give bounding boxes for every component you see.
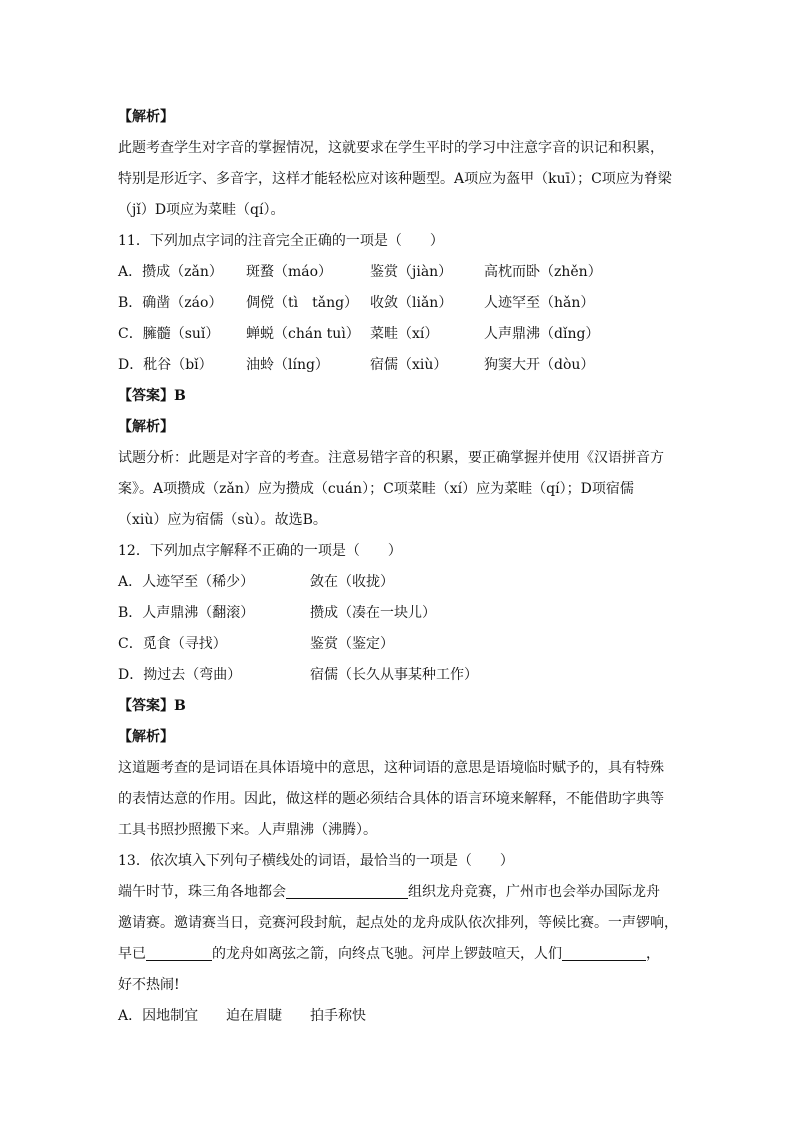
question-11-option-a (118, 257, 678, 288)
question-11-stem: 11．下列加点字词的注音完全正确的一项是（ ） (118, 233, 444, 249)
analysis-text-line: 特别是形近字、多音字，这样才能轻松应对该种题型。A项应为盔甲（kuī）；C项应为脊梁 (118, 171, 672, 187)
option-item: 倜傥（tì tǎng） (246, 295, 359, 311)
option-item: 收敛（liǎn） (370, 295, 453, 311)
question-13-text-line: 邀请赛。邀请赛当日，竞赛河段封航，起点处的龙舟成队依次排列，等候比赛。一声锣响， (118, 915, 678, 931)
option-item: 高枕而卧（zhěn） (484, 264, 602, 280)
question-13-stem: 13．依次填入下列句子横线处的词语，最恰当的一项是（ ） (118, 853, 514, 869)
document-page (118, 102, 678, 1032)
option-item: 鉴赏（鉴定） (310, 636, 394, 652)
question-11-option-b (118, 288, 678, 319)
analysis-text-line: （jǐ）D项应为菜畦（qí）。 (118, 202, 285, 218)
text-segment: 的龙舟如离弦之箭，向终点飞驰。河岸上锣鼓喧天，人们 (212, 946, 562, 962)
analysis-text-line: 的表情达意的作用。因此，做这样的题必须结合具体的语言环境来解释，不能借助字典等 (118, 791, 664, 807)
option-item: C．臃髓（suǐ） (118, 326, 220, 342)
analysis-text-line: 试题分析：此题是对字音的考查。注意易错字音的积累，要正确掌握并使用《汉语拼音方 (118, 450, 664, 466)
option-item: 宿儒（长久从事某种工作） (310, 667, 478, 683)
analysis-heading: 【解析】 (118, 729, 174, 745)
fill-blank-1 (286, 880, 408, 899)
text-segment: ， (646, 946, 660, 962)
option-item: 菜畦（xí） (370, 326, 439, 342)
question-12-stem: 12．下列加点字解释不正确的一项是（ ） (118, 543, 402, 559)
option-item: 鉴赏（jiàn） (370, 264, 453, 280)
answer-label: 【答案】B (118, 388, 186, 404)
option-item: 人声鼎沸（dǐng） (484, 326, 600, 342)
option-item: 宿儒（xiù） (370, 357, 448, 373)
analysis-text-line: 此题考查学生对字音的掌握情况，这就要求在学生平时的学习中注意字音的识记和积累， (118, 140, 664, 156)
question-13-text-line (118, 877, 678, 908)
option-item: C．觅食（寻找） (118, 636, 227, 652)
option-item: D．秕谷（bǐ） (118, 357, 213, 373)
analysis-text-line: 工具书照抄照搬下来。人声鼎沸（沸腾）。 (118, 822, 377, 838)
question-12-option-a (118, 567, 678, 598)
analysis-heading: 【解析】 (118, 419, 174, 435)
question-13-option-a (118, 1001, 678, 1032)
option-item: 迫在眉睫 (226, 1008, 282, 1024)
option-item: A．人迹罕至（稀少） (118, 574, 255, 590)
option-item: D．拗过去（弯曲） (118, 667, 242, 683)
option-item: B．人声鼎沸（翻滚） (118, 605, 255, 621)
text-segment: 组织龙舟竞赛，广州市也会举办国际龙舟 (408, 884, 660, 900)
option-item: 敛在（收拢） (310, 574, 394, 590)
fill-blank-3 (562, 942, 646, 961)
analysis-text-line: 案》。A项攒成（zǎn）应为攒成（cuán）；C项菜畦（xí）应为菜畦（qí）；D项宿儒 (118, 481, 634, 497)
option-item: 蝉蜕（chán tuì） (246, 326, 360, 342)
option-item: 攒成（凑在一块儿） (310, 605, 436, 621)
question-11-option-d (118, 350, 678, 381)
answer-label: 【答案】B (118, 698, 186, 714)
question-13-text-line: 好不热闹! (118, 977, 180, 993)
question-12-option-c (118, 629, 678, 660)
analysis-text-line: 这道题考查的是词语在具体语境中的意思，这种词语的意思是语境临时赋予的，具有特殊 (118, 760, 664, 776)
question-12-option-b (118, 598, 678, 629)
question-11-option-c (118, 319, 678, 350)
option-item: 斑蝥（máo） (246, 264, 333, 280)
text-segment: 端午时节，珠三角各地都会 (118, 884, 286, 900)
fill-blank-2 (146, 942, 212, 961)
option-item: 拍手称快 (310, 1008, 366, 1024)
option-item: A．攒成（zǎn） (118, 264, 223, 280)
option-item: 油蛉（líng） (246, 357, 329, 373)
question-13-text-line (118, 939, 678, 970)
analysis-heading: 【解析】 (118, 109, 174, 125)
text-segment: 早已 (118, 946, 146, 962)
option-item: 狗窦大开（dòu） (484, 357, 595, 373)
option-item: 人迹罕至（hǎn） (484, 295, 595, 311)
question-12-option-d (118, 660, 678, 691)
analysis-text-line: （xiù）应为宿儒（sù）。故选B。 (118, 512, 327, 528)
option-item: B．确凿（záo） (118, 295, 223, 311)
option-item: A．因地制宜 (118, 1008, 199, 1024)
